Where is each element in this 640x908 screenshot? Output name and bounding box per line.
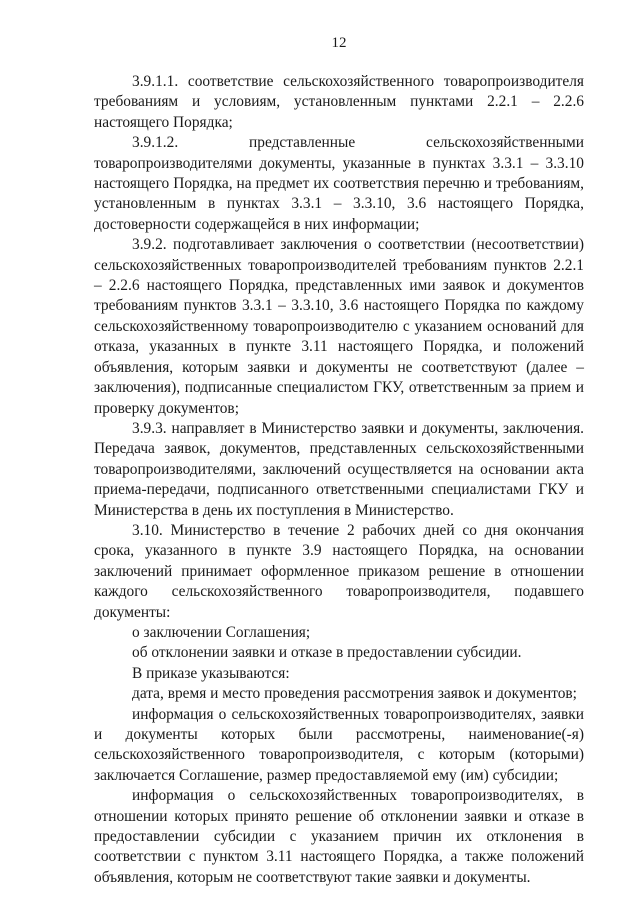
paragraph-3-10: 3.10. Министерство в течение 2 рабочих дней со дня окончания срока, указанного в пункте 3.9 настоящего Порядка, на основании заключений принимает оформленное приказом решение в отношении каждого сельскохозяйственного товаропроизводителя, подавшего документы: xyxy=(94,521,584,621)
order-item-rejected-info: информация о сельскохозяйственных товаропроизводителях, в отношении которых принято решение об отклонении заявки и отказе в предоставлении субсидии с указанием причин их отклонения в соответствии с пунктом 3.11 настоящего Порядка, а также положений объявления, которым не соответствуют такие заявки и документы. xyxy=(94,787,584,886)
paragraph-3-9-1-1: 3.9.1.1. соответствие сельскохозяйственного товаропроизводителя требованиям и условиям, установленным пунктами 2.2.1 – 2.2.6 настоящего Порядка; xyxy=(94,73,584,131)
order-item-approved-info: информация о сельскохозяйственных товаропроизводителях, заявки и документы которых были рассмотрены, наименование(-я) сельскохозяйственного товаропроизводителя, с которым (которыми) заключается Соглашение, размер предоставляемой ему (им) субсидии; xyxy=(94,705,584,784)
page-number: 12 xyxy=(331,35,347,51)
list-item-rejection: об отклонении заявки и отказе в предоставлении субсидии. xyxy=(132,644,522,662)
document-page xyxy=(94,34,584,888)
paragraph-3-9-3: 3.9.3. направляет в Министерство заявки и документы, заключения. Передача заявок, документов, представленных сельскохозяйственными товаропроизводителями, заключений осуществляется на основании акта приема-передачи, подписанного ответственными специалистами ГКУ и Министерства в день их поступления в Министерство. xyxy=(94,419,584,519)
order-item-date: дата, время и место проведения рассмотрения заявок и документов; xyxy=(132,685,577,703)
paragraph-3-9-1-2: 3.9.1.2. представленные сельскохозяйственными товаропроизводителями документы, указанные в пунктах 3.3.1 – 3.3.10 настоящего Порядка, на предмет их соответствия перечню и требованиям, установленным в пунктах 3.3.1 – 3.3.10, 3.6 настоящего Порядка, достоверности содержащейся в них информации; xyxy=(94,134,584,233)
list-item-agreement: о заключении Соглашения; xyxy=(132,623,311,641)
paragraph-3-9-2: 3.9.2. подготавливает заключения о соответствии (несоответствии) сельскохозяйственных товаропроизводителей требованиям пунктов 2.2.1 – 2.2.6 настоящего Порядка, представленных ими заявок и документов требованиям пунктов 3.3.1 – 3.3.10, 3.6 настоящего Порядка по каждому сельскохозяйственному товаропроизводителю с указанием оснований для отказа, указанных в пункте 3.11 настоящего Порядка, и положений объявления, которым заявки и документы не соответствуют (далее – заключения), подписанные специалистом ГКУ, ответственным за прием и проверку документов; xyxy=(94,236,584,417)
order-contents-heading: В приказе указываются: xyxy=(132,664,290,682)
